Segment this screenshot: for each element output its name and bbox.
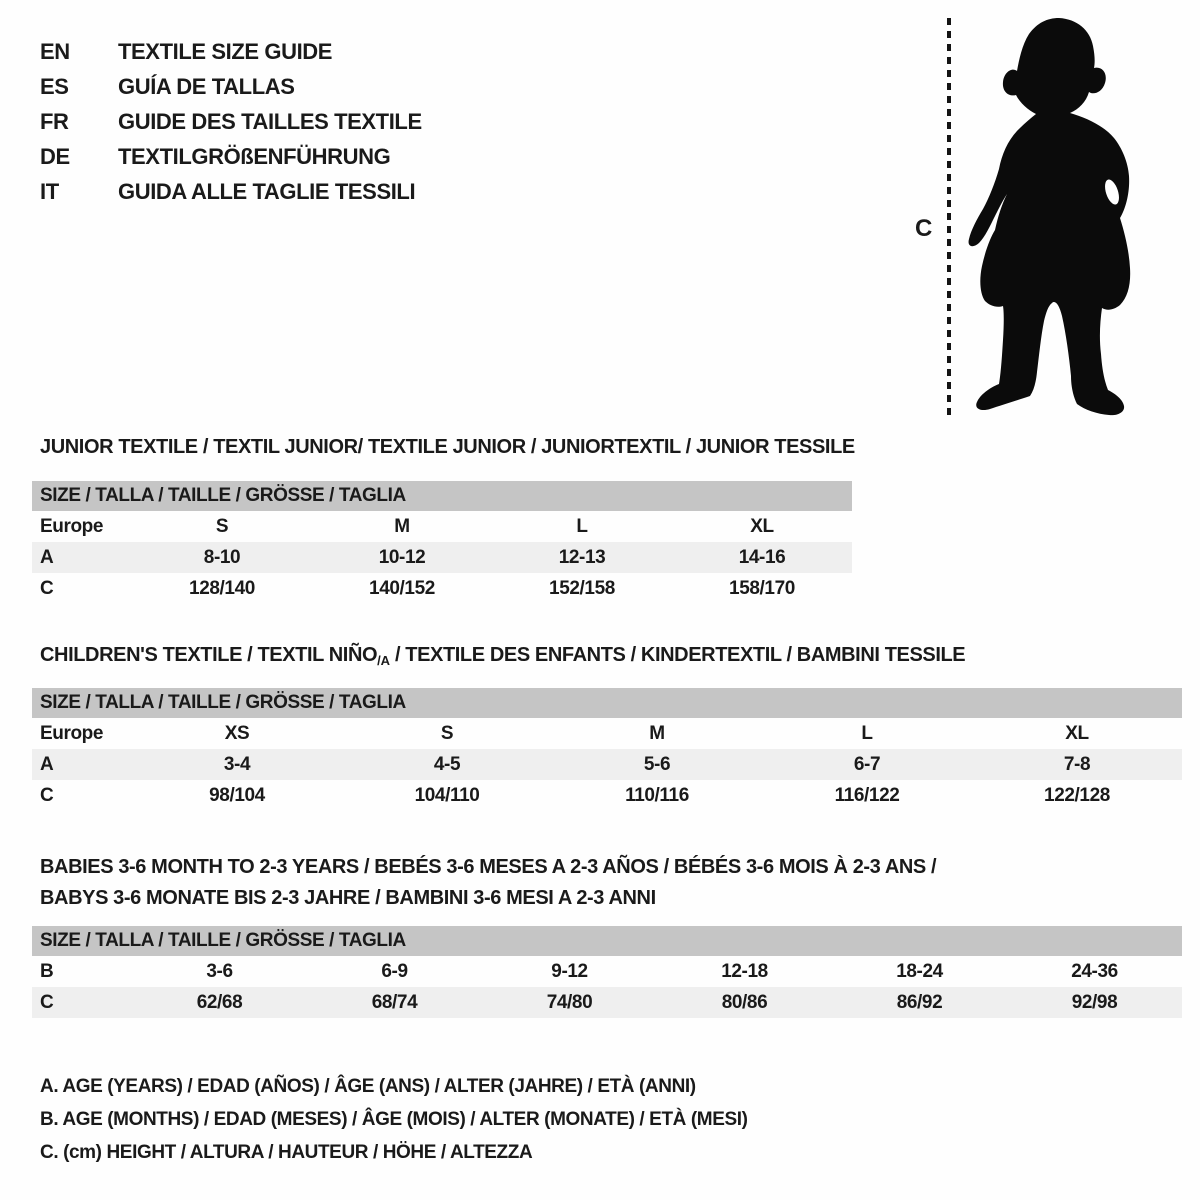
table-row-height bbox=[32, 573, 852, 604]
language-row-fr bbox=[40, 104, 422, 139]
height-cell: 158/170 bbox=[729, 577, 795, 599]
age-cell: 24-36 bbox=[1071, 960, 1118, 982]
height-cell: 104/110 bbox=[414, 784, 480, 806]
age-cell: 10-12 bbox=[378, 546, 426, 568]
table-row-height bbox=[32, 987, 1182, 1018]
height-cell: 62/68 bbox=[196, 991, 243, 1013]
size-cell: L bbox=[576, 515, 588, 537]
legend-line-b: B. AGE (MONTHS) / EDAD (MESES) / ÂGE (MOIS) / ALTER (MONATE) / ETÀ (MESI) bbox=[40, 1109, 748, 1130]
legend-line-a: A. AGE (YEARS) / EDAD (AÑOS) / ÂGE (ANS) / ALTER (JAHRE) / ETÀ (ANNI) bbox=[40, 1076, 696, 1097]
age-cell: 5-6 bbox=[643, 753, 671, 775]
height-measure-dashed-line bbox=[947, 18, 951, 415]
height-cell: 116/122 bbox=[834, 784, 900, 806]
language-row-es bbox=[40, 69, 422, 104]
language-code: IT bbox=[40, 178, 59, 204]
size-cell: M bbox=[394, 515, 410, 537]
size-cell: XL bbox=[1065, 722, 1089, 744]
height-cell: 86/92 bbox=[896, 991, 943, 1013]
language-code: FR bbox=[40, 108, 69, 134]
size-cell: L bbox=[861, 722, 873, 744]
size-cell: S bbox=[215, 515, 229, 537]
age-cell: 6-7 bbox=[853, 753, 881, 775]
height-cell: 68/74 bbox=[371, 991, 418, 1013]
babies-title-line2: BABYS 3-6 MONATE BIS 2-3 JAHRE / BAMBINI 3-6 MESI A 2-3 ANNI bbox=[40, 887, 656, 909]
language-code: DE bbox=[40, 143, 70, 169]
age-cell: 4-5 bbox=[433, 753, 461, 775]
babies-size-table bbox=[32, 926, 1182, 1018]
legend-line-c: C. (cm) HEIGHT / ALTURA / HAUTEUR / HÖHE / ALTEZZA bbox=[40, 1142, 533, 1163]
table-row-age-months bbox=[32, 956, 1182, 987]
age-cell: 18-24 bbox=[896, 960, 943, 982]
language-code: ES bbox=[40, 73, 69, 99]
height-cell: 110/116 bbox=[625, 784, 689, 806]
age-cell: 3-4 bbox=[223, 753, 251, 775]
table-row-age bbox=[32, 749, 1182, 780]
language-title: GUIDA ALLE TAGLIE TESSILI bbox=[118, 178, 416, 204]
height-cell: 140/152 bbox=[369, 577, 435, 599]
height-cell: 98/104 bbox=[209, 784, 265, 806]
children-section-title bbox=[32, 644, 1200, 672]
language-title: GUÍA DE TALLAS bbox=[118, 73, 295, 99]
row-label: A bbox=[40, 546, 54, 568]
height-cell: 74/80 bbox=[546, 991, 593, 1013]
children-size-table bbox=[32, 688, 1182, 811]
height-cell: 92/98 bbox=[1071, 991, 1118, 1013]
size-header-bar: SIZE / TALLA / TAILLE / GRÖSSE / TAGLIA bbox=[32, 688, 1182, 718]
language-list bbox=[40, 34, 422, 209]
row-label: C bbox=[40, 991, 54, 1013]
row-label: C bbox=[40, 784, 54, 806]
height-cell: 80/86 bbox=[721, 991, 768, 1013]
children-title-pre: CHILDREN'S TEXTILE / TEXTIL NIÑO bbox=[40, 644, 378, 666]
table-row-sizes bbox=[32, 718, 1182, 749]
language-row-de bbox=[40, 139, 422, 174]
toddler-silhouette-icon bbox=[962, 16, 1137, 416]
language-row-it bbox=[40, 174, 422, 209]
size-header-bar: SIZE / TALLA / TAILLE / GRÖSSE / TAGLIA bbox=[32, 926, 1182, 956]
legend bbox=[40, 1070, 748, 1169]
age-cell: 9-12 bbox=[551, 960, 588, 982]
row-label: Europe bbox=[40, 722, 104, 744]
age-cell: 12-13 bbox=[558, 546, 606, 568]
language-row-en bbox=[40, 34, 422, 69]
age-cell: 3-6 bbox=[206, 960, 233, 982]
size-cell: XS bbox=[224, 722, 250, 744]
table-row-sizes bbox=[32, 511, 852, 542]
children-title-sub: /A bbox=[377, 653, 390, 668]
height-label-c: C bbox=[915, 215, 932, 242]
language-title: GUIDE DES TAILLES TEXTILE bbox=[118, 108, 422, 134]
age-cell: 8-10 bbox=[203, 546, 241, 568]
size-cell: XL bbox=[750, 515, 774, 537]
age-cell: 7-8 bbox=[1063, 753, 1091, 775]
row-label: Europe bbox=[40, 515, 104, 537]
junior-section-title: JUNIOR TEXTILE / TEXTIL JUNIOR/ TEXTILE JUNIOR / JUNIORTEXTIL / JUNIOR TESSILE bbox=[40, 436, 855, 458]
size-cell: S bbox=[440, 722, 454, 744]
babies-title-line1: BABIES 3-6 MONTH TO 2-3 YEARS / BEBÉS 3-6 MESES A 2-3 AÑOS / BÉBÉS 3-6 MOIS À 2-3 ANS / bbox=[40, 856, 937, 878]
language-title: TEXTILGRÖßENFÜHRUNG bbox=[118, 143, 391, 169]
age-cell: 6-9 bbox=[381, 960, 408, 982]
babies-section-title bbox=[32, 852, 1200, 914]
age-cell: 14-16 bbox=[738, 546, 786, 568]
language-title: TEXTILE SIZE GUIDE bbox=[118, 38, 333, 64]
height-cell: 122/128 bbox=[1044, 784, 1110, 806]
height-cell: 128/140 bbox=[189, 577, 255, 599]
row-label: C bbox=[40, 577, 54, 599]
row-label: A bbox=[40, 753, 54, 775]
row-label: B bbox=[40, 960, 54, 982]
age-cell: 12-18 bbox=[721, 960, 768, 982]
height-cell: 152/158 bbox=[549, 577, 615, 599]
table-row-height bbox=[32, 780, 1182, 811]
junior-size-table bbox=[32, 481, 852, 604]
size-header-bar: SIZE / TALLA / TAILLE / GRÖSSE / TAGLIA bbox=[32, 481, 852, 511]
size-cell: M bbox=[649, 722, 665, 744]
children-title-post: / TEXTILE DES ENFANTS / KINDERTEXTIL / BAMBINI TESSILE bbox=[389, 644, 966, 666]
table-row-age bbox=[32, 542, 852, 573]
language-code: EN bbox=[40, 38, 70, 64]
